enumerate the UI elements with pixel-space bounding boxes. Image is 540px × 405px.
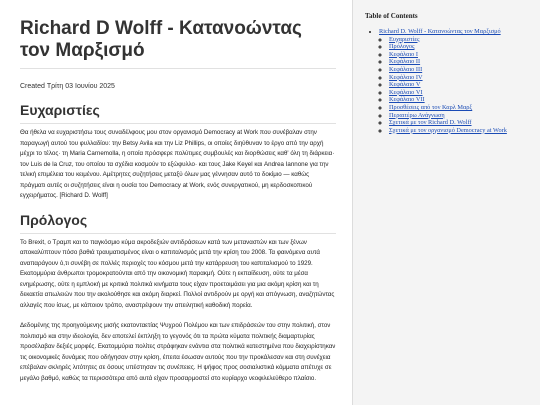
toc-item — [389, 119, 534, 127]
toc-item — [389, 43, 534, 51]
section-heading-acknowledgements: Ευχαριστίες — [20, 102, 336, 124]
toc-item — [389, 66, 534, 74]
toc-list — [365, 28, 534, 134]
toc-link-acknowledgements[interactable]: Ευχαριστίες — [389, 35, 420, 43]
prologue-paragraph-2: Δεδομένης της προηγούμενης μισής εκατονταετίας Ψυχρού Πολέμου και των επιδράσεών του στην πολιτική, στον πολιτισμό και στην ιδεολογία, δεν αποτελεί έκπληξη το γεγονός ότι τα πρώτα κύματα πολιτικής διαμαρτυρίας προσέλαβαν δεξιές μορφές. Εκατομμύρια πολίτες στράφηκαν ενάντια στα πολιτικά κατεστημένα που διαχειρίστηκαν τις οικονομικές δυνάμεις που οδήγησαν στην κρίση, έπειτα έσωσαν αυτούς που την προκάλεσαν και στη συνέχεια επέβαλαν σκληρές λιτότητες σε όσους υπέστησαν τις συνέπειες. Η ψήφος προς σοσιαλιστικά κόμματα απέτυχε σε μεγάλο βαθμό, καθώς τα περισσότερα από αυτά είχαν προσαρμοστεί στο κυρίαρχο νεοφιλελεύθερο πλαίσιο. — [20, 322, 336, 382]
toc-link-chapter-7[interactable]: Κεφάλαιο VII — [389, 96, 425, 104]
toc-item — [389, 36, 534, 44]
toc-item — [389, 51, 534, 59]
toc-link-about-wolff[interactable]: Σχετικά με τον Richard D. Wolff — [389, 119, 472, 127]
toc-item — [389, 89, 534, 97]
toc-item — [389, 112, 534, 120]
toc-sublist — [379, 36, 534, 135]
toc-root-item — [379, 28, 534, 134]
toc-item — [389, 104, 534, 112]
toc-link-further-reading[interactable]: Περαιτέρω Ανάγνωση — [389, 111, 445, 119]
created-date: Created Τρίτη 03 Ιουνίου 2025 — [20, 83, 115, 90]
toc-link-chapter-5[interactable]: Κεφάλαιο V — [389, 81, 421, 89]
toc-link-chapter-3[interactable]: Κεφάλαιο III — [389, 65, 423, 73]
prologue-paragraph-1: Το Brexit, ο Τραμπ και το παγκόσμιο κύμα ακροδεξιών αντιδράσεων κατά των μεταναστών και των ξένων αποκαλύπτουν πόσο βαθιά τραυματισμένος είναι ο καπιταλισμός μετά την κρίση του 2008. Τα φαινόμενα αυτά αναπαράγουν ό,τι συνέβη σε πολλές περιοχές του κόσμου μετά την κατάρρευση του καπιταλισμού το 1929. Εκατομμύρια άνθρωποι τρομοκρατούνται από την οικονομική παρακμή. Ούτε η εκπαίδευση, ούτε τα μέσα ενημέρωσης, ούτε η εμπλοκή με κριτικά πολιτικά κινήματα τους είχαν προετοιμάσει για μια ακόμη κρίση και τη δεκαετία απωλειών που την ακολούθησε και ακόμη διαρκεί. Πολλοί αντιδρούν με οργή και απόγνωση, αναζητώντας αλλαγές που ίσως, με κάποιον τρόπο, αναστρέψουν την απειλητική καθοδική πορεία. — [20, 238, 335, 309]
acknowledgements-paragraph: Θα ήθελα να ευχαριστήσω τους συναδέλφους μου στον οργανισμό Democracy at Work που συνέβαλαν στην παραγωγή αυτού του φυλλαδίου: την Betsy Avila και την Liz Phillips, οι οποίες διηύθυναν το έργο από την αρχή μέχρι το τέλος· τη Maria Carnemolla, η οποία πρόσφερε πολύτιμες συμβουλές και διορθώσεις καθ' όλη τη διάρκεια· τον Luis de la Cruz, του οποίου τα σχέδια κοσμούν το εξώφυλλο· και τους Jake Keyel και Andrea Iannone για την τελική επιμέλεια του κειμένου. Αμέτρητες συζητήσεις μεταξύ όλων μας γέννησαν αυτό το δοκίμιο — καθώς πράγματι αυτές οι συζητήσεις είναι η ουσία του Democracy at Work, ενός συνεργατικού, μη κερδοσκοπικού εγχειρήματος. [Richard D. Wolff] — [20, 129, 335, 199]
toc-item — [389, 74, 534, 82]
toc-sidebar — [352, 0, 540, 405]
toc-item — [389, 127, 534, 135]
toc-link-chapter-1[interactable]: Κεφάλαιο I — [389, 50, 418, 58]
toc-item — [389, 58, 534, 66]
toc-title: Table of Contents — [365, 12, 418, 20]
toc-link-chapter-2[interactable]: Κεφάλαιο II — [389, 58, 421, 66]
toc-link-chapter-4[interactable]: Κεφάλαιο IV — [389, 73, 423, 81]
toc-link-about-democracy-at-work[interactable]: Σχετικά με τον οργανισμό Democracy at Work — [389, 126, 507, 134]
page-title: Richard D Wolff - Κατανοώντας τον Μαρξισμό — [20, 18, 336, 69]
section-heading-prologue: Πρόλογος — [20, 212, 336, 234]
toc-link-chapter-6[interactable]: Κεφάλαιο VI — [389, 88, 423, 96]
toc-item — [389, 96, 534, 104]
toc-link-prologue[interactable]: Πρόλογος — [389, 43, 415, 51]
toc-item — [389, 81, 534, 89]
toc-link-marx-additions[interactable]: Προσθέσεις από τον Καρλ Μαρξ — [389, 103, 473, 111]
toc-link-root[interactable]: Richard D. Wolff - Κατανοώντας τον Μαρξισμό — [379, 28, 501, 35]
